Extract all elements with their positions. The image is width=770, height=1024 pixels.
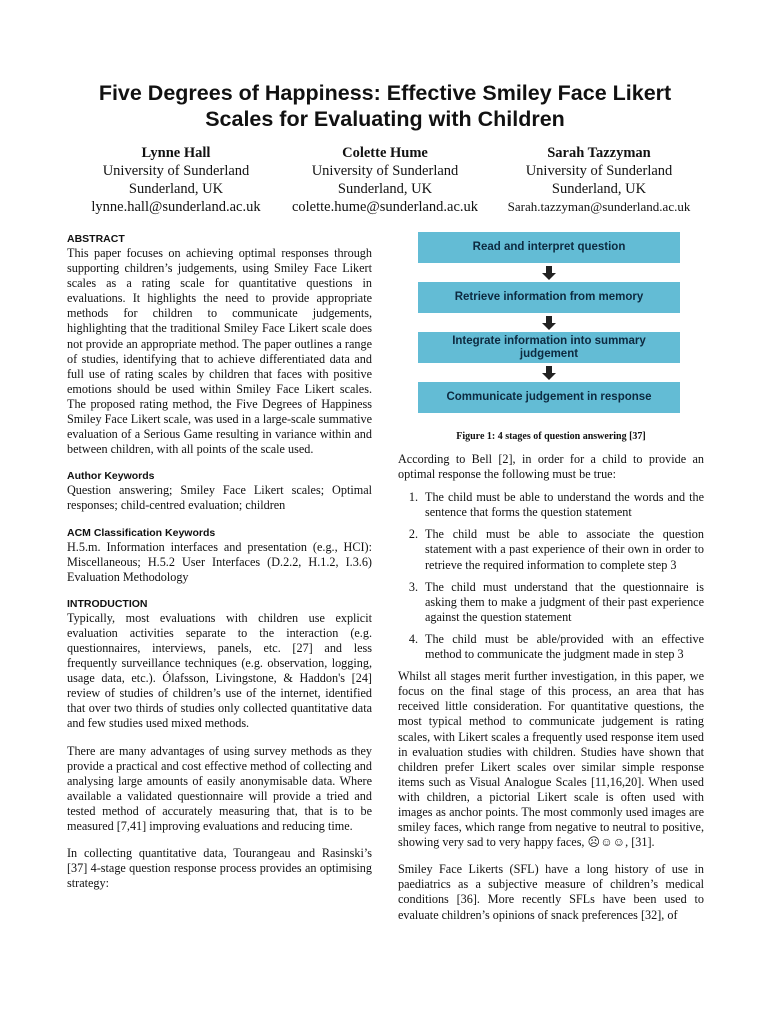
list-text: The child must be able to understand the words and the sentence that forms the question statement	[425, 490, 704, 520]
list-number: 2.	[408, 527, 418, 542]
author-email[interactable]: lynne.hall@sunderland.ac.uk	[91, 199, 261, 215]
figure-caption: Figure 1: 4 stages of question answering [37]	[456, 431, 646, 442]
figure-stage-box: Read and interpret question	[418, 232, 680, 263]
right-column	[398, 452, 704, 923]
acm-keywords-heading: ACM Classification Keywords	[67, 526, 216, 539]
author-location: Sunderland, UK	[128, 181, 224, 197]
introduction-heading: INTRODUCTION	[67, 597, 148, 610]
author-keywords-text: Question answering; Smiley Face Likert scales; Optimal responses; child-centred evaluation; children	[67, 483, 372, 513]
author-keywords-heading: Author Keywords	[67, 470, 155, 483]
list-text: The child must be able/provided with an effective method to communicate the judgment made in step 3	[425, 631, 704, 662]
author-name: Lynne Hall	[141, 145, 211, 161]
author-location: Sunderland, UK	[551, 181, 647, 197]
list-item	[398, 527, 704, 572]
down-arrow-icon	[418, 363, 680, 382]
acm-keywords-text: H.5.m. Information interfaces and presentation (e.g., HCI): Miscellaneous; H.5.2 User Interfaces (D.2.2, H.1.2, I.3.6) Evaluation Methodology	[67, 539, 372, 584]
author-affiliation: University of Sunderland	[311, 163, 459, 179]
author-location: Sunderland, UK	[337, 181, 433, 197]
list-item	[398, 490, 704, 520]
figure-stage-box: Integrate information into summary judgement	[418, 332, 680, 363]
paper-title	[60, 80, 710, 132]
introduction-paragraph-3: In collecting quantitative data, Tourangeau and Rasinski’s [37] 4-stage question response process provides an optimising strategy:	[67, 846, 372, 891]
down-arrow-icon	[418, 313, 680, 332]
figure-stage-box: Retrieve information from memory	[418, 282, 680, 313]
body-paragraph-1: Whilst all stages merit further investigation, in this paper, we focus on the final stage of this process, an area that has received little consideration. For quantitative questions, the most typical method to communicate judgement is rating scales, with Likert scales a frequently used response item used in evaluation studies with children. Studies have shown that children prefer Likert scales over similar simple response items such as Visual Analogue Scales [11,16,20]. When used with children, a pictorial Likert scale is often used with images as anchor points. The most commonly used images are smiley faces, which range from negative to neutral to positive, showing very sad to very happy faces, ☹☺☺, [31].	[398, 669, 704, 850]
list-item	[398, 580, 704, 625]
author-block-2	[283, 144, 487, 216]
figure-stage-box: Communicate judgement in response	[418, 382, 680, 413]
title-line-2: Scales for Evaluating with Children	[205, 107, 565, 131]
list-text: The child must be able to associate the question statement with a past experience of their own in order to retrieve the required information to complete step 3	[425, 527, 704, 572]
requirements-list	[398, 490, 704, 662]
list-number: 4.	[408, 631, 418, 646]
author-block-1	[76, 144, 276, 216]
author-email[interactable]: Sarah.tazzyman@sunderland.ac.uk	[507, 199, 691, 214]
title-line-1: Five Degrees of Happiness: Effective Smiley Face Likert	[98, 81, 672, 105]
body-paragraph-2: Smiley Face Likerts (SFL) have a long history of use in paediatrics as a subjective measure of children’s medical conditions [36]. More recently SFLs have been used to evaluate children’s opinions of snack preferences [32], of	[398, 862, 704, 922]
author-email[interactable]: colette.hume@sunderland.ac.uk	[291, 199, 479, 215]
left-column	[67, 232, 372, 891]
list-number: 3.	[408, 579, 418, 594]
abstract-text: This paper focuses on achieving optimal responses through supporting children’s judgements, using Smiley Face Likert scales as a rating scale for quantitative questions in evaluations. It highlights the need to provide appropriate methods for children to communicate judgements, highlighting that the traditional Smiley Face Likert scale does not provide an appropriate method. The paper outlines a range of studies, identifying that to achieve differentiated data and full use of rating scales by children that faces with positive emotions should be used within Smiley Face Likert scales. The proposed rating method, the Five Degrees of Happiness Smiley Face Likert scale, was used in a large-scale summative evaluation of a Serious Game resulting in variance within and between children, with all points of the scale used.	[67, 246, 372, 457]
introduction-paragraph-1: Typically, most evaluations with children use explicit evaluation activities separate to the interaction (e.g. questionnaires, interviews, panels, etc. [27] and less frequently surveillance techniques (e.g. observation, logging, usage data, etc.). Ólafsson, Livingstone, & Haddon's [24] review of studies of children’s use of the internet, identified that over two thirds of studies only collected quantitative data and few studies used mixed methods.	[67, 610, 372, 731]
list-item	[398, 632, 704, 662]
abstract-heading: ABSTRACT	[67, 233, 125, 245]
introduction-paragraph-2: There are many advantages of using survey methods as they provide a practical and cost effective method of collecting and analysing large amounts of easily anonymisable data. Where available a validated questionnaire will provide a tried and tested method of accurately measuring that, that is to be measured [7,41] improving evaluations and reducing time.	[67, 743, 372, 833]
author-name: Colette Hume	[342, 145, 428, 161]
list-text: The child must understand that the questionnaire is asking them to make a judgment of their past experience against the question statement	[425, 579, 704, 624]
author-block-3	[494, 144, 704, 216]
author-name: Sarah Tazzyman	[547, 145, 651, 161]
list-number: 1.	[408, 490, 418, 505]
author-affiliation: University of Sunderland	[102, 163, 250, 179]
author-affiliation: University of Sunderland	[525, 163, 673, 179]
figure-question-stages	[418, 232, 680, 413]
requirements-intro: According to Bell [2], in order for a child to provide an optimal response the following must be true:	[398, 452, 704, 482]
down-arrow-icon	[418, 263, 680, 282]
